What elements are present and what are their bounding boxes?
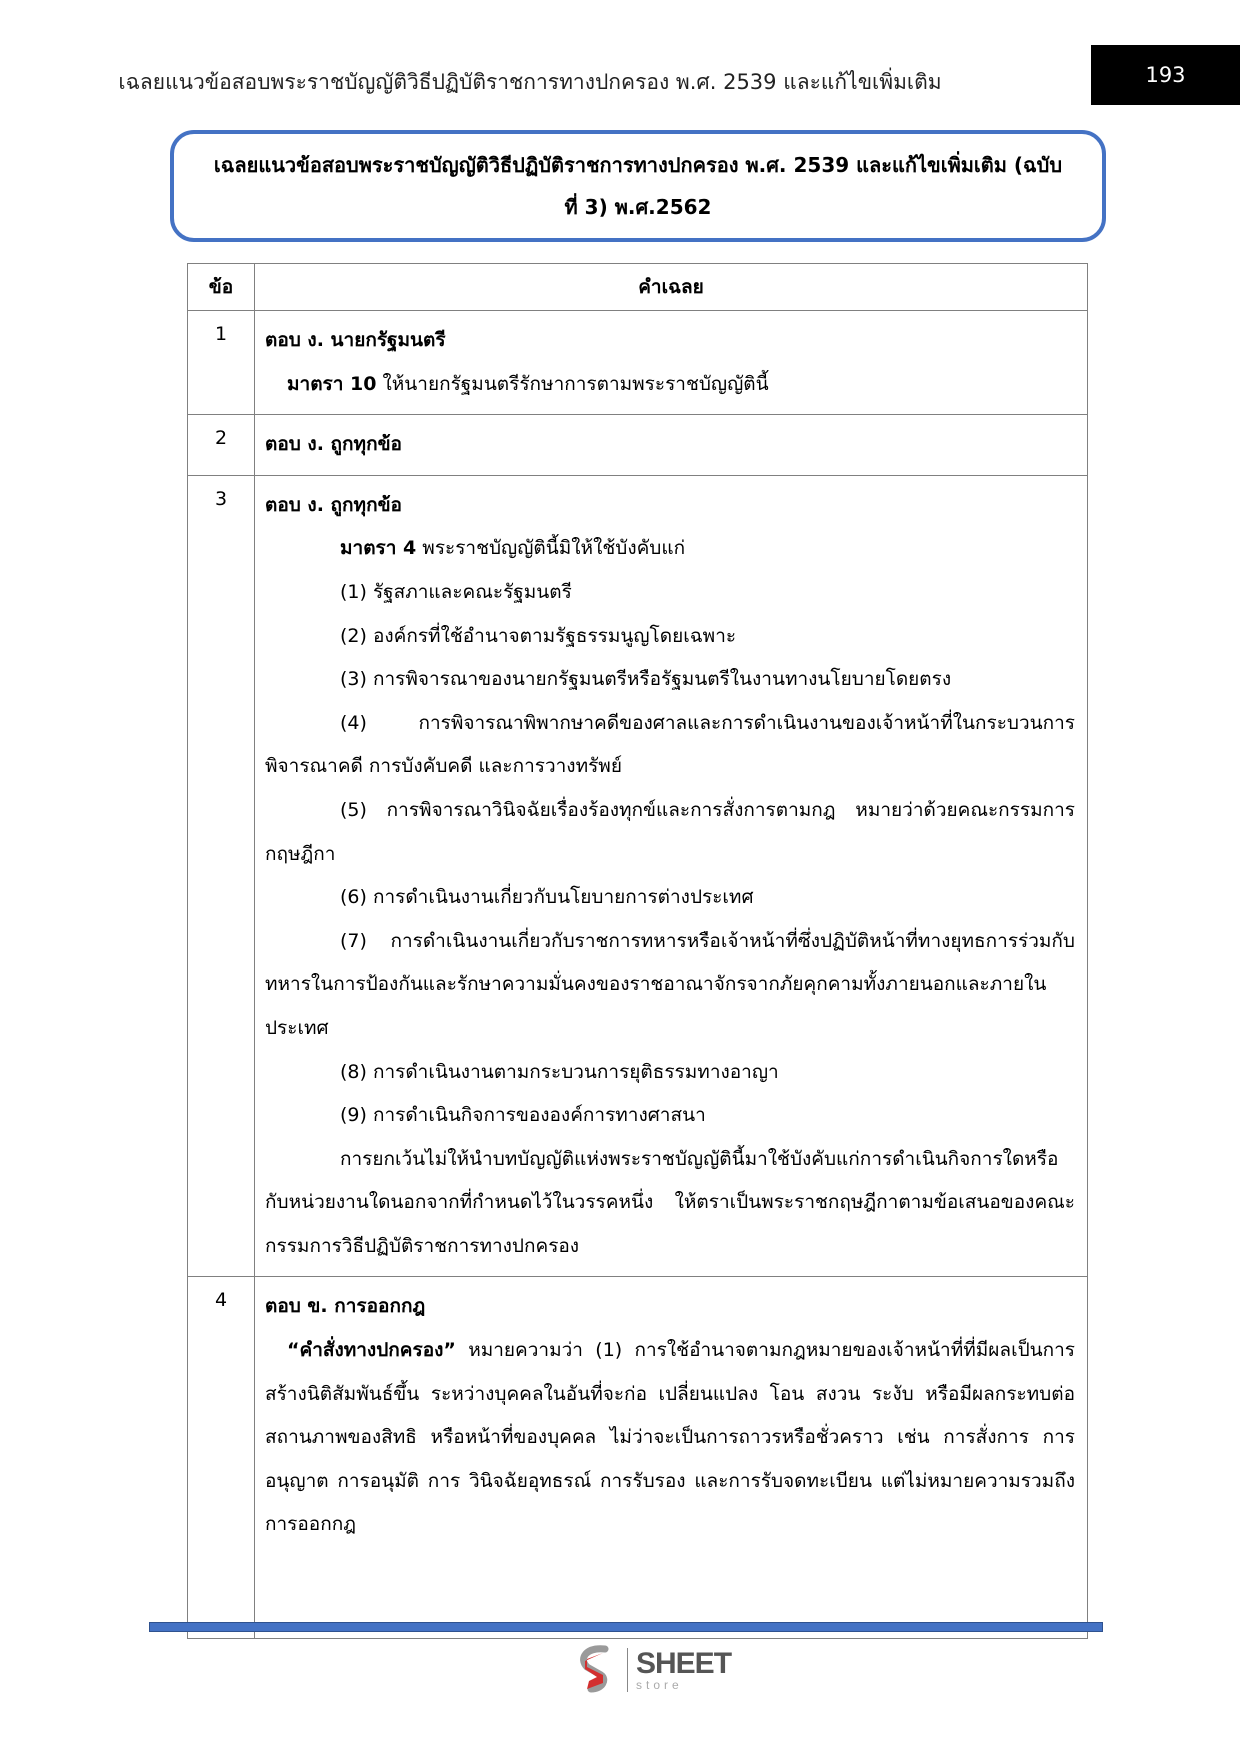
s-logo-icon [575, 1645, 619, 1695]
logo-wordmark [636, 1649, 731, 1691]
list-item: (4) การพิจารณาพิพากษาคดีของศาลและการดำเนินงานของเจ้าหน้าที่ในกระบวนการพิจารณาคดี การบังคับคดี และการวางทรัพย์ [265, 711, 1075, 778]
sheet-store-logo [575, 1645, 731, 1695]
answer-choice: ตอบ ง. ถูกทุกข้อ [265, 493, 402, 516]
row-answer-cell [255, 311, 1088, 415]
section-label: มาตรา 4 [340, 537, 417, 560]
list-item: (3) การพิจารณาของนายกรัฐมนตรีหรือรัฐมนตรีในงานทางนโยบายโดยตรง [340, 668, 952, 691]
law-section [265, 363, 1075, 407]
table-row [188, 311, 1088, 415]
list-item: (5) การพิจารณาวินิจฉัยเรื่องร้องทุกข์และการสั่งการตามกฎ หมายว่าด้วยคณะกรรมการกฤษฎีกา [265, 798, 1075, 865]
logo-word: SHEET [636, 1647, 732, 1680]
running-header-title: เฉลยแนวข้อสอบพระราชบัญญัติวิธีปฏิบัติราชการทางปกครอง พ.ศ. 2539 และแก้ไขเพิ่มเติม [118, 70, 942, 94]
section-label: มาตรา 10 [287, 372, 377, 395]
table-row [188, 415, 1088, 476]
row-answer-cell [255, 1277, 1088, 1639]
answer-choice: ตอบ ข. การออกกฎ [265, 1295, 426, 1318]
page-number-text: 193 [1145, 63, 1186, 87]
defined-term: “คำสั่งทางปกครอง” [287, 1339, 456, 1362]
page-number [1091, 45, 1240, 105]
logo-subword: store [636, 1678, 683, 1692]
section-text: พระราชบัญญัตินี้มิให้ใช้บังคับแก่ [416, 537, 686, 560]
definition-text: หมายความว่า (1) การใช้อำนาจตามกฎหมายของเจ้าหน้าที่ที่มีผลเป็นการสร้างนิติสัมพันธ์ขึ้น ระหว่างบุคคลในอันที่จะก่อ เปลี่ยนแปลง โอน สงวน ระงับ หรือมีผลกระทบต่อสถานภาพของสิทธิ หรือหน้าที่ของบุคคล ไม่ว่าจะเป็นการถาวรหรือชั่วคราว เช่น การสั่งการ การอนุญาต การอนุมัติ การ วินิจฉัยอุทธรณ์ การรับรอง และการรับจดทะเบียน แต่ไม่หมายความรวมถึงการออกกฎ [265, 1339, 1075, 1536]
list-item: (1) รัฐสภาและคณะรัฐมนตรี [340, 580, 572, 603]
document-title-box [170, 130, 1106, 242]
row-number: 1 [188, 311, 255, 415]
row-number: 4 [188, 1277, 255, 1639]
logo-divider [627, 1648, 628, 1692]
list-item: (7) การดำเนินงานเกี่ยวกับราชการทหารหรือเจ้าหน้าที่ซึ่งปฏิบัติหน้าที่ทางยุทธการร่วมกับทหารในการป้องกันและรักษาความมั่นคงของราชอาณาจักรจากภัยคุกคามทั้งภายนอกและภายในประเทศ [265, 929, 1075, 1039]
law-section [265, 527, 1075, 571]
row-answer-cell [255, 415, 1088, 476]
row-number: 2 [188, 415, 255, 476]
answer-choice: ตอบ ง. ถูกทุกข้อ [265, 433, 402, 456]
title-line-1: เฉลยแนวข้อสอบพระราชบัญญัติวิธีปฏิบัติราชการทางปกครอง พ.ศ. 2539 และแก้ไขเพิ่มเติม (ฉบับ [213, 153, 1063, 177]
list-item: (8) การดำเนินงานตามกระบวนการยุติธรรมทางอาญา [340, 1060, 779, 1083]
definition-paragraph [265, 1329, 1075, 1547]
list-item: (2) องค์กรที่ใช้อำนาจตามรัฐธรรมนูญโดยเฉพาะ [340, 624, 737, 647]
table-header-row [188, 264, 1088, 311]
header-answer: คำเฉลย [255, 264, 1088, 311]
closing-paragraph: การยกเว้นไม่ให้นำบทบัญญัติแห่งพระราชบัญญัตินี้มาใช้บังคับแก่การดำเนินกิจการใดหรือกับหน่วยงานใดนอกจากที่กำหนดไว้ในวรรคหนึ่ง ให้ตราเป็นพระราชกฤษฎีกาตามข้อเสนอของคณะกรรมการวิธีปฏิบัติราชการทางปกครอง [265, 1147, 1075, 1257]
section-text: ให้นายกรัฐมนตรีรักษาการตามพระราชบัญญัตินี้ [376, 372, 769, 395]
answer-choice: ตอบ ง. นายกรัฐมนตรี [265, 329, 446, 351]
header-no: ข้อ [188, 264, 255, 311]
list-item: (9) การดำเนินกิจการขององค์การทางศาสนา [340, 1104, 706, 1127]
table-row [188, 475, 1088, 1277]
row-answer-cell [255, 475, 1088, 1277]
title-line-2: ที่ 3) พ.ศ.2562 [564, 195, 712, 219]
row-number: 3 [188, 475, 255, 1277]
list-item: (6) การดำเนินงานเกี่ยวกับนโยบายการต่างประเทศ [340, 886, 754, 909]
footer-divider-bar [149, 1622, 1103, 1632]
answer-table [187, 263, 1088, 1639]
table-row [188, 1277, 1088, 1639]
